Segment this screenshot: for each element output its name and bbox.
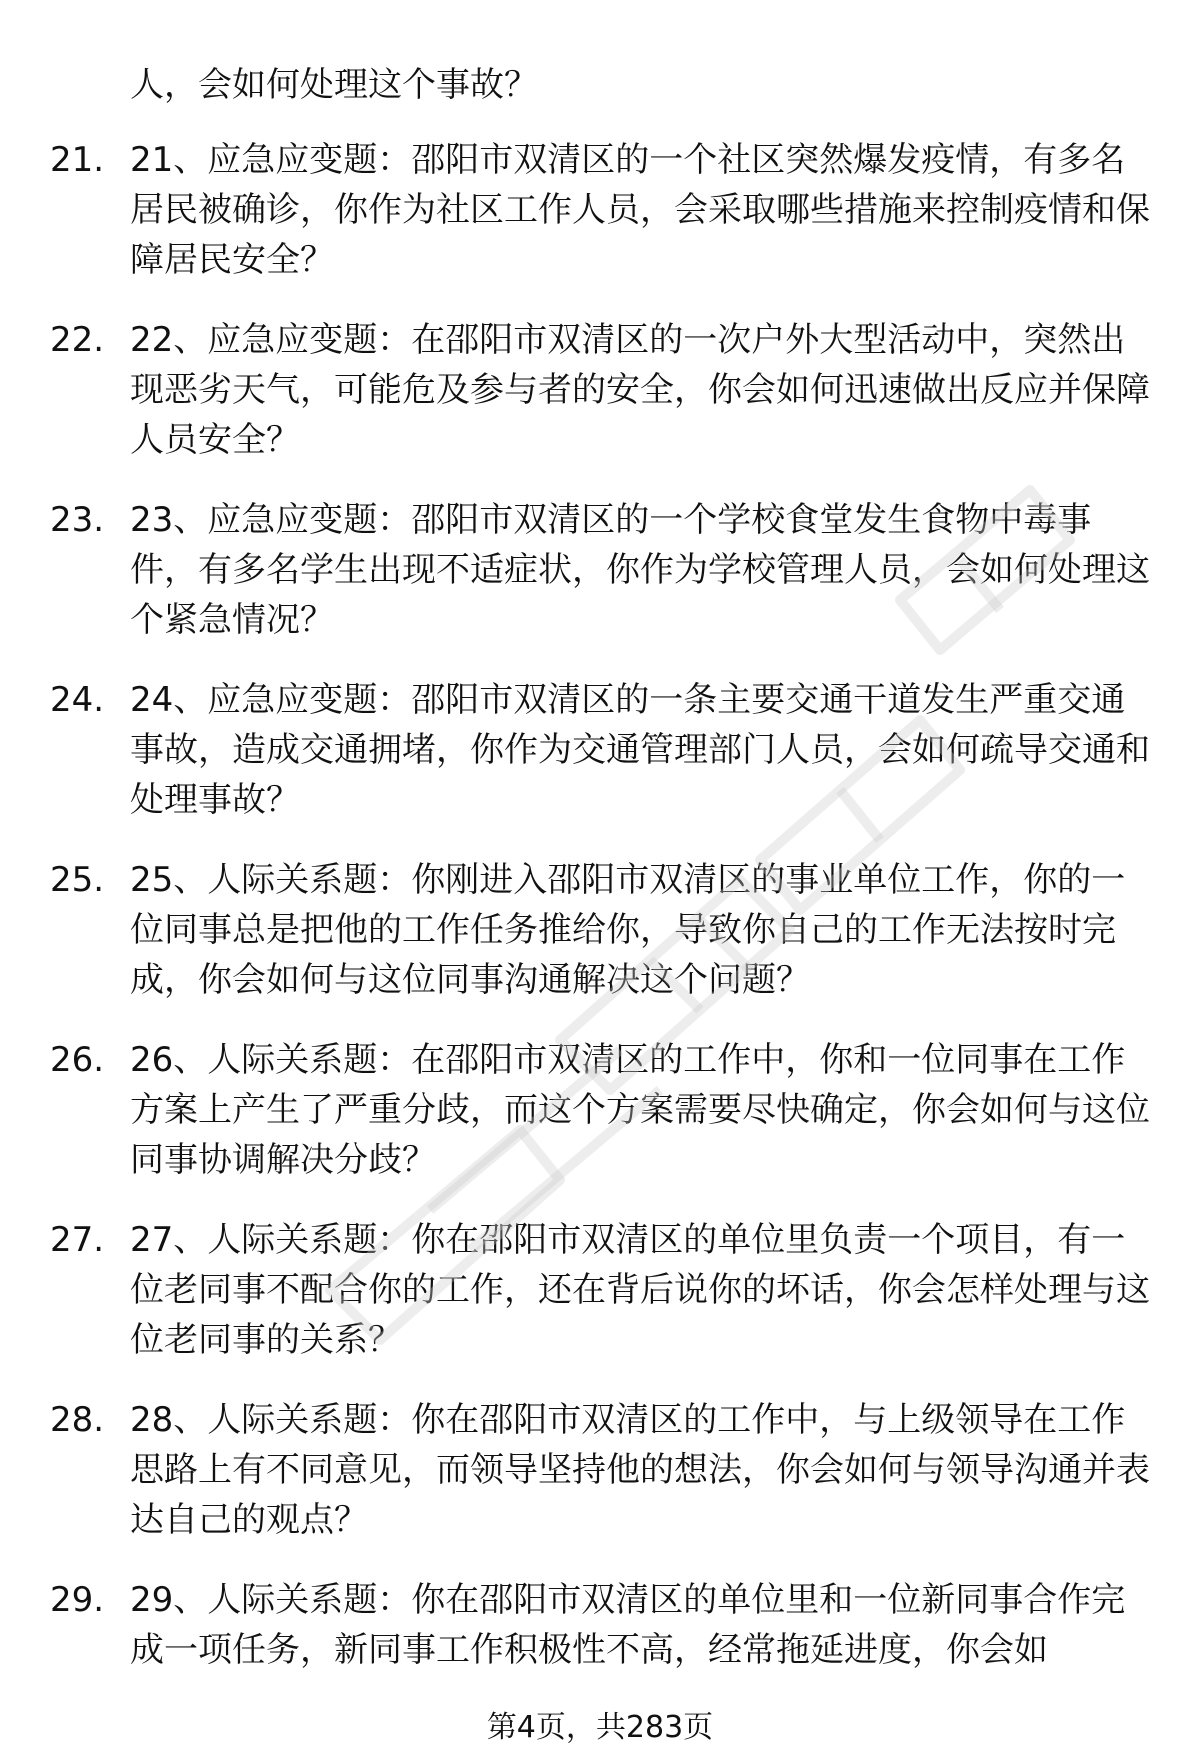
- item-text: 21、应急应变题：邵阳市双清区的一个社区突然爆发疫情，有多名居民被确诊，你作为社区工作人员，会采取哪些措施来控制疫情和保障居民安全？: [130, 140, 1150, 280]
- item-text: 25、人际关系题：你刚进入邵阳市双清区的事业单位工作，你的一位同事总是把他的工作任务推给你，导致你自己的工作无法按时完成，你会如何与这位同事沟通解决这个问题？: [130, 860, 1126, 1000]
- item-text: 26、人际关系题：在邵阳市双清区的工作中，你和一位同事在工作方案上产生了严重分歧，而这个方案需要尽快确定，你会如何与这位同事协调解决分歧？: [130, 1040, 1150, 1180]
- list-item: [0, 1395, 1200, 1575]
- item-text: 24、应急应变题：邵阳市双清区的一条主要交通干道发生严重交通事故，造成交通拥堵，你作为交通管理部门人员，会如何疏导交通和处理事故？: [130, 680, 1150, 820]
- item-number: 23.: [50, 500, 105, 540]
- item-number: 28.: [50, 1400, 105, 1440]
- list-item: [0, 675, 1200, 855]
- page-footer: 第4页，共283页: [486, 1710, 714, 1745]
- item-number: 29.: [50, 1580, 105, 1620]
- list-item: [0, 1215, 1200, 1395]
- continuation-text: 人，会如何处理这个事故？: [130, 65, 538, 105]
- item-text: 29、人际关系题：你在邵阳市双清区的单位里和一位新同事合作完成一项任务，新同事工作积极性不高，经常拖延进度，你会如: [130, 1580, 1126, 1670]
- item-text: 23、应急应变题：邵阳市双清区的一个学校食堂发生食物中毒事件，有多名学生出现不适症状，你作为学校管理人员，会如何处理这个紧急情况？: [130, 500, 1150, 640]
- item-text: 28、人际关系题：你在邵阳市双清区的工作中，与上级领导在工作思路上有不同意见，而领导坚持他的想法，你会如何与领导沟通并表达自己的观点？: [130, 1400, 1150, 1540]
- item-number: 21.: [50, 140, 105, 180]
- item-number: 24.: [50, 680, 105, 720]
- list-item: [0, 135, 1200, 315]
- list-item: [0, 855, 1200, 1035]
- item-number: 22.: [50, 320, 105, 360]
- list-item: [0, 1035, 1200, 1215]
- question-list: [0, 135, 1200, 1755]
- item-text: 27、人际关系题：你在邵阳市双清区的单位里负责一个项目，有一位老同事不配合你的工作，还在背后说你的坏话，你会怎样处理与这位老同事的关系？: [130, 1220, 1150, 1360]
- item-number: 26.: [50, 1040, 105, 1080]
- item-text: 22、应急应变题：在邵阳市双清区的一次户外大型活动中，突然出现恶劣天气，可能危及参与者的安全，你会如何迅速做出反应并保障人员安全？: [130, 320, 1150, 460]
- item-number: 27.: [50, 1220, 105, 1260]
- list-item: [0, 315, 1200, 495]
- list-item: [0, 495, 1200, 675]
- item-number: 25.: [50, 860, 105, 900]
